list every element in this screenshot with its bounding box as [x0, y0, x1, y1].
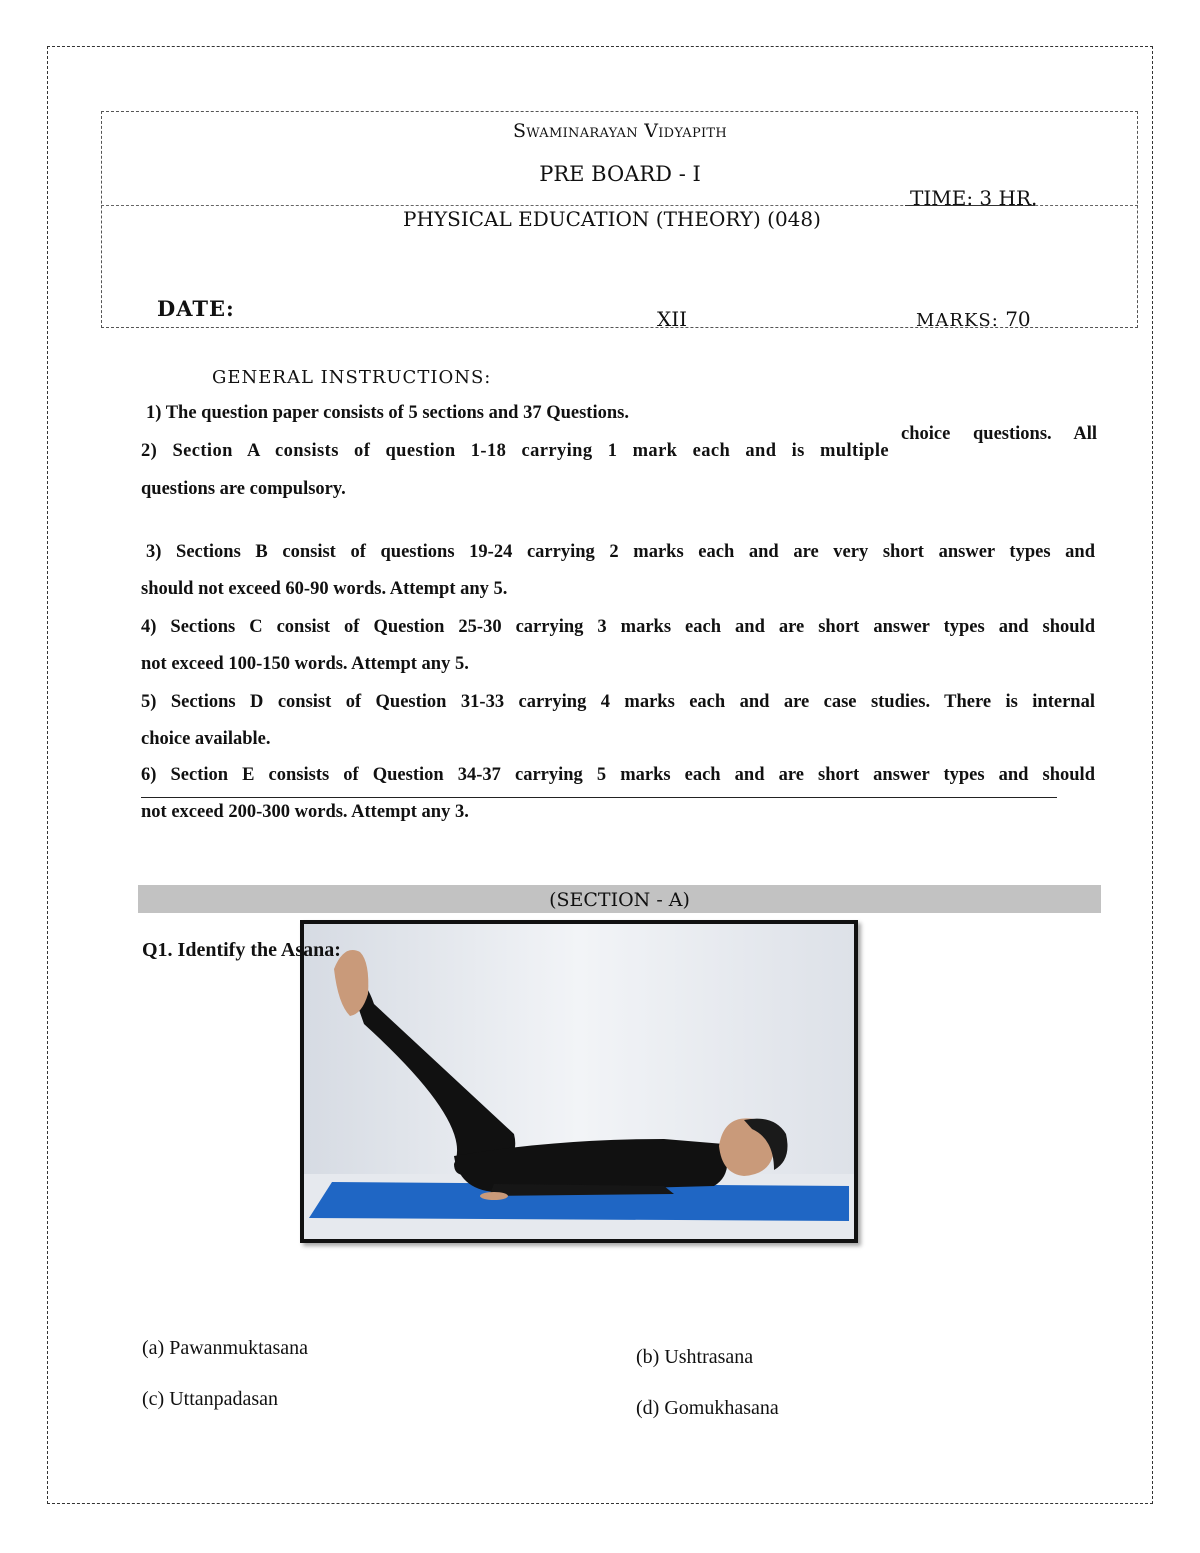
arms-shape [489, 1184, 674, 1196]
instruction-5-line-1: 5) Sections D consist of Question 31-33 carrying 4 marks each and are case studies. There is internal [141, 692, 1095, 712]
instruction-3-line-1: 3) Sections B consist of questions 19-24 carrying 2 marks each and are very short answer types and [146, 542, 1095, 562]
class-label: XII [657, 307, 688, 331]
asana-photo [300, 920, 858, 1243]
instruction-1: 1) The question paper consists of 5 sections and 37 Questions. [146, 403, 629, 423]
hand-shape [480, 1192, 508, 1200]
subject-title: PHYSICAL EDUCATION (THEORY) (048) [403, 207, 821, 231]
date-label: DATE: [157, 296, 235, 321]
instruction-rule [141, 797, 1057, 798]
exam-title: PRE BOARD - I [539, 162, 701, 186]
marks-value: 70 [1005, 307, 1031, 331]
marks-label [916, 307, 1031, 331]
time-underline [905, 205, 1035, 206]
instruction-4-line-1: 4) Sections C consist of Question 25-30 carrying 3 marks each and are short answer types and should [141, 617, 1095, 637]
instruction-2-line-2: choice questions. All [901, 424, 1097, 444]
instruction-2-line-1: 2) Section A consists of question 1-18 carrying 1 mark each and is multiple [141, 441, 889, 461]
marks-label-text: MARKS: [916, 310, 999, 331]
option-d: (d) Gomukhasana [636, 1397, 779, 1419]
instruction-6-line-2: not exceed 200-300 words. Attempt any 3. [141, 802, 469, 822]
question-1: Q1. Identify the Asana: [142, 939, 341, 961]
instruction-3-line-2: should not exceed 60-90 words. Attempt any 5. [141, 579, 508, 599]
instruction-6-line-1: 6) Section E consists of Question 34-37 carrying 5 marks each and are short answer types and should [141, 765, 1095, 785]
option-a: (a) Pawanmuktasana [142, 1337, 309, 1359]
instruction-2-line-3: questions are compulsory. [141, 479, 346, 499]
time-label: TIME: 3 HR. [910, 186, 1038, 210]
instructions-title: GENERAL INSTRUCTIONS: [212, 367, 492, 388]
option-b: (b) Ushtrasana [636, 1346, 754, 1368]
section-a-header: (SECTION - A) [138, 885, 1101, 913]
school-name: Swaminarayan Vidyapith [512, 120, 728, 142]
instruction-4-line-2: not exceed 100-150 words. Attempt any 5. [141, 654, 469, 674]
instruction-5-line-2: choice available. [141, 729, 271, 749]
asana-illustration [304, 924, 854, 1239]
option-c: (c) Uttanpadasan [142, 1388, 279, 1410]
